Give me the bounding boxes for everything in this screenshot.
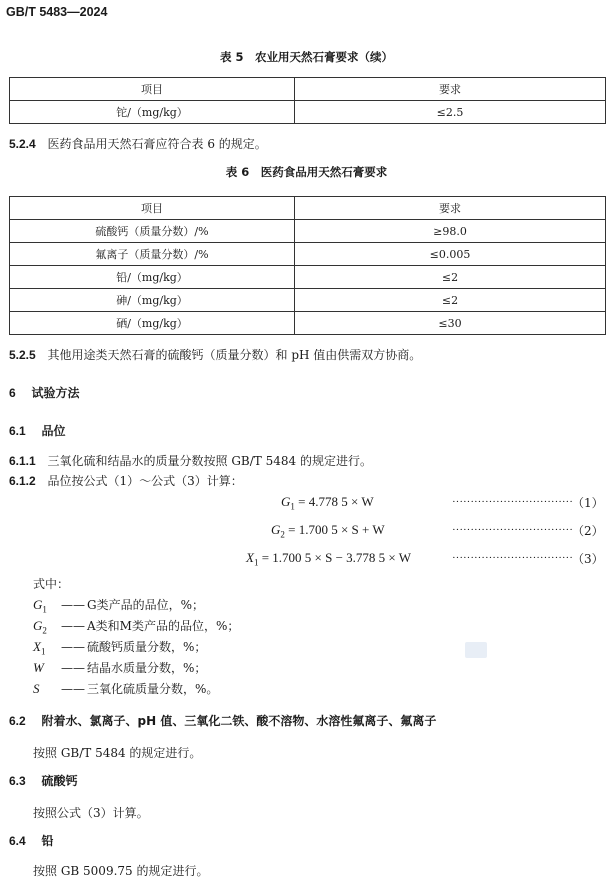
formula-2: $G_2 = 1.700$ 5 × S + W xyxy=(271,522,385,540)
clause-6-1-1 xyxy=(9,452,372,469)
where-label: 式中： xyxy=(33,577,70,591)
table6-cell-item: 砷/（mg/kg） xyxy=(10,289,295,312)
where-item: W —— 结晶水质量分数，%； xyxy=(33,660,207,675)
section-6-3-heading xyxy=(9,772,78,789)
clause-number: 5.2.4 xyxy=(9,137,36,151)
section-title: 试验方法 xyxy=(31,386,80,400)
leader-dots: ································· xyxy=(452,496,573,508)
table-row xyxy=(10,266,606,289)
section-number: 6.2 xyxy=(9,714,26,728)
watermark-stamp-icon xyxy=(465,642,487,658)
where-item: $G_2$ —— A类和M类产品的品位，%； xyxy=(33,618,240,636)
clause-text: 三氧化硫和结晶水的质量分数按照 GB/T 5484 的规定进行。 xyxy=(47,454,372,468)
where-item: $G_1$ —— G类产品的品位，%； xyxy=(33,597,204,615)
section-title: 铅 xyxy=(41,834,54,848)
table6-cell-req: ≤2 xyxy=(295,266,606,289)
table-row xyxy=(10,101,606,124)
equation-number: （1） xyxy=(572,496,604,510)
equation-number: （2） xyxy=(572,524,604,538)
where-item: $X_1$ —— 硫酸钙质量分数，%； xyxy=(33,639,207,657)
equation-number: （3） xyxy=(572,552,604,566)
table6-cell-req: ≤2 xyxy=(295,289,606,312)
table6 xyxy=(9,196,606,335)
section-number: 6.1 xyxy=(9,424,26,438)
section-6-heading xyxy=(9,384,80,401)
table6-cell-item: 氟离子（质量分数）/% xyxy=(10,243,295,266)
table-row xyxy=(10,289,606,312)
table6-header-item: 项目 xyxy=(10,197,295,220)
table5-header-req: 要求 xyxy=(295,78,606,101)
section-6-2-heading xyxy=(9,712,436,729)
table5-header-item: 项目 xyxy=(10,78,295,101)
section-6-1-heading xyxy=(9,422,66,439)
formula-3: $X_1 = 1.700$ 5 × S − 3.778 5 × W xyxy=(246,550,412,568)
clause-text: 品位按公式（1）～公式（3）计算： xyxy=(47,474,243,488)
section-number: 6 xyxy=(9,386,16,400)
section-number: 6.4 xyxy=(9,834,26,848)
section-title: 品位 xyxy=(41,424,66,438)
table6-cell-item: 硫酸钙（质量分数）/% xyxy=(10,220,295,243)
clause-number: 5.2.5 xyxy=(9,348,36,362)
table6-cell-req: ≥98.0 xyxy=(295,220,606,243)
clause-5-2-4 xyxy=(9,135,267,152)
clause-6-1-2 xyxy=(9,472,243,489)
formula-1: $G_1 = 4.778$ 5 × W xyxy=(281,494,374,512)
table6-cell-req: ≤0.005 xyxy=(295,243,606,266)
table6-header-req: 要求 xyxy=(295,197,606,220)
table5 xyxy=(9,77,606,124)
section-6-4-heading xyxy=(9,832,54,849)
table5-cell-item: 铊/（mg/kg） xyxy=(10,101,295,124)
section-6-2-text: 按照 GB/T 5484 的规定进行。 xyxy=(33,746,202,760)
leader-dots: ································· xyxy=(452,552,573,564)
table6-cell-req: ≤30 xyxy=(295,312,606,335)
table6-title: 表 6 医药食品用天然石膏要求 xyxy=(225,165,388,179)
clause-number: 6.1.2 xyxy=(9,474,36,488)
section-title: 硫酸钙 xyxy=(41,774,78,788)
table-row xyxy=(10,220,606,243)
table-row xyxy=(10,312,606,335)
table6-cell-item: 硒/（mg/kg） xyxy=(10,312,295,335)
section-6-4-text: 按照 GB 5009.75 的规定进行。 xyxy=(33,864,209,878)
section-6-3-text: 按照公式（3）计算。 xyxy=(33,806,149,820)
section-title: 附着水、氯离子、pH 值、三氧化二铁、酸不溶物、水溶性氟离子、氟离子 xyxy=(41,714,437,728)
clause-5-2-5 xyxy=(9,346,421,363)
clause-text: 医药食品用天然石膏应符合表 6 的规定。 xyxy=(47,137,267,151)
table5-cell-req: ≤2.5 xyxy=(295,101,606,124)
clause-number: 6.1.1 xyxy=(9,454,36,468)
standard-number: GB/T 5483—2024 xyxy=(6,5,108,19)
leader-dots: ································· xyxy=(452,524,573,536)
clause-text: 其他用途类天然石膏的硫酸钙（质量分数）和 pH 值由供需双方协商。 xyxy=(47,348,422,362)
table6-cell-item: 铅/（mg/kg） xyxy=(10,266,295,289)
where-item: S —— 三氧化硫质量分数，%。 xyxy=(33,681,219,696)
section-number: 6.3 xyxy=(9,774,26,788)
table5-title: 表 5 农业用天然石膏要求（续） xyxy=(219,50,393,64)
table-row xyxy=(10,243,606,266)
